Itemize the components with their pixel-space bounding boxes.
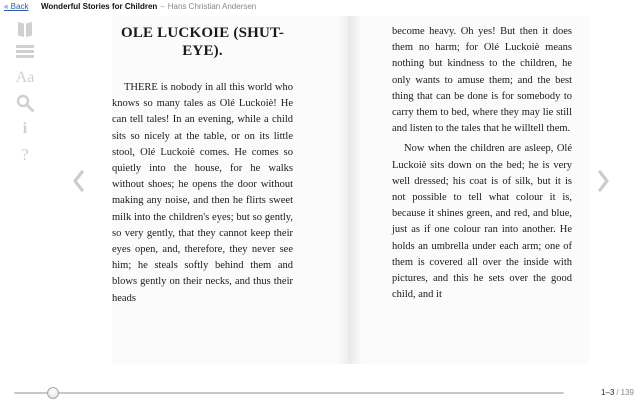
- total-pages: 139: [620, 388, 634, 397]
- reader-footer: [0, 384, 640, 404]
- paragraph: Now when the children are asleep, Olé Luckoiè sits down on the bed; he is very well dressed; his coat is of silk, but it is not possible to tell what colour it is, because it shines green, and red, and blue, just as if one colour ran into another. He holds an umbrella under each arm; one of them is covered all over the inside with pictures, and this he sets over the good child, and it: [392, 143, 572, 301]
- font-settings-icon[interactable]: Aa: [15, 69, 35, 86]
- progress-slider-thumb[interactable]: [47, 387, 59, 399]
- progress-slider-track[interactable]: [14, 392, 564, 394]
- page-counter: [601, 386, 634, 400]
- book-title: Wonderful Stories for Children: [41, 2, 158, 11]
- info-icon[interactable]: i: [22, 120, 28, 137]
- author-name: Hans Christian Andersen: [167, 2, 257, 11]
- page-range: 1–3: [601, 388, 615, 397]
- help-icon[interactable]: ?: [21, 145, 29, 164]
- paragraph: THERE is nobody in all this world who knows so many tales as Olé Luckoiè! He can tell tales! In an evening, while a child sits so nicely at the table, or on its little stool, Olé Luckoiè comes. He comes so quietly into the house, for he walks without shoes; he opens the door without making any noise, and then he flirts sweet milk into the children's eyes; but so gently, so very gently, that they cannot keep their eyes open, and, therefore, they never see him; he steals softly behind them and blows gently on their necks, and thus their heads: [112, 82, 293, 304]
- chapter-title: OLE LUCKOIE (SHUT-EYE).: [120, 25, 285, 59]
- book-spine: [338, 16, 362, 364]
- search-icon[interactable]: [14, 92, 36, 114]
- chevron-right-icon: [598, 170, 610, 192]
- right-page: [392, 0, 572, 303]
- contents-icon[interactable]: [14, 18, 36, 40]
- left-page: [112, 0, 293, 307]
- paragraph: become heavy. Oh yes! But then it does them no harm; for Olé Luckoiè means nothing but kindness to the children, he only wants to amuse them; and the best thing that can be done is for somebody to carry them to bed, where they may lie still and listen to the tales that he willtell them.: [392, 26, 572, 135]
- view-layout-icon[interactable]: [14, 41, 36, 63]
- next-page-button[interactable]: [596, 168, 612, 194]
- previous-page-button[interactable]: [70, 168, 86, 194]
- title-separator: –: [160, 2, 165, 11]
- chevron-left-icon: [72, 170, 84, 192]
- back-link[interactable]: « Back: [4, 2, 29, 11]
- page-separator: /: [616, 388, 619, 397]
